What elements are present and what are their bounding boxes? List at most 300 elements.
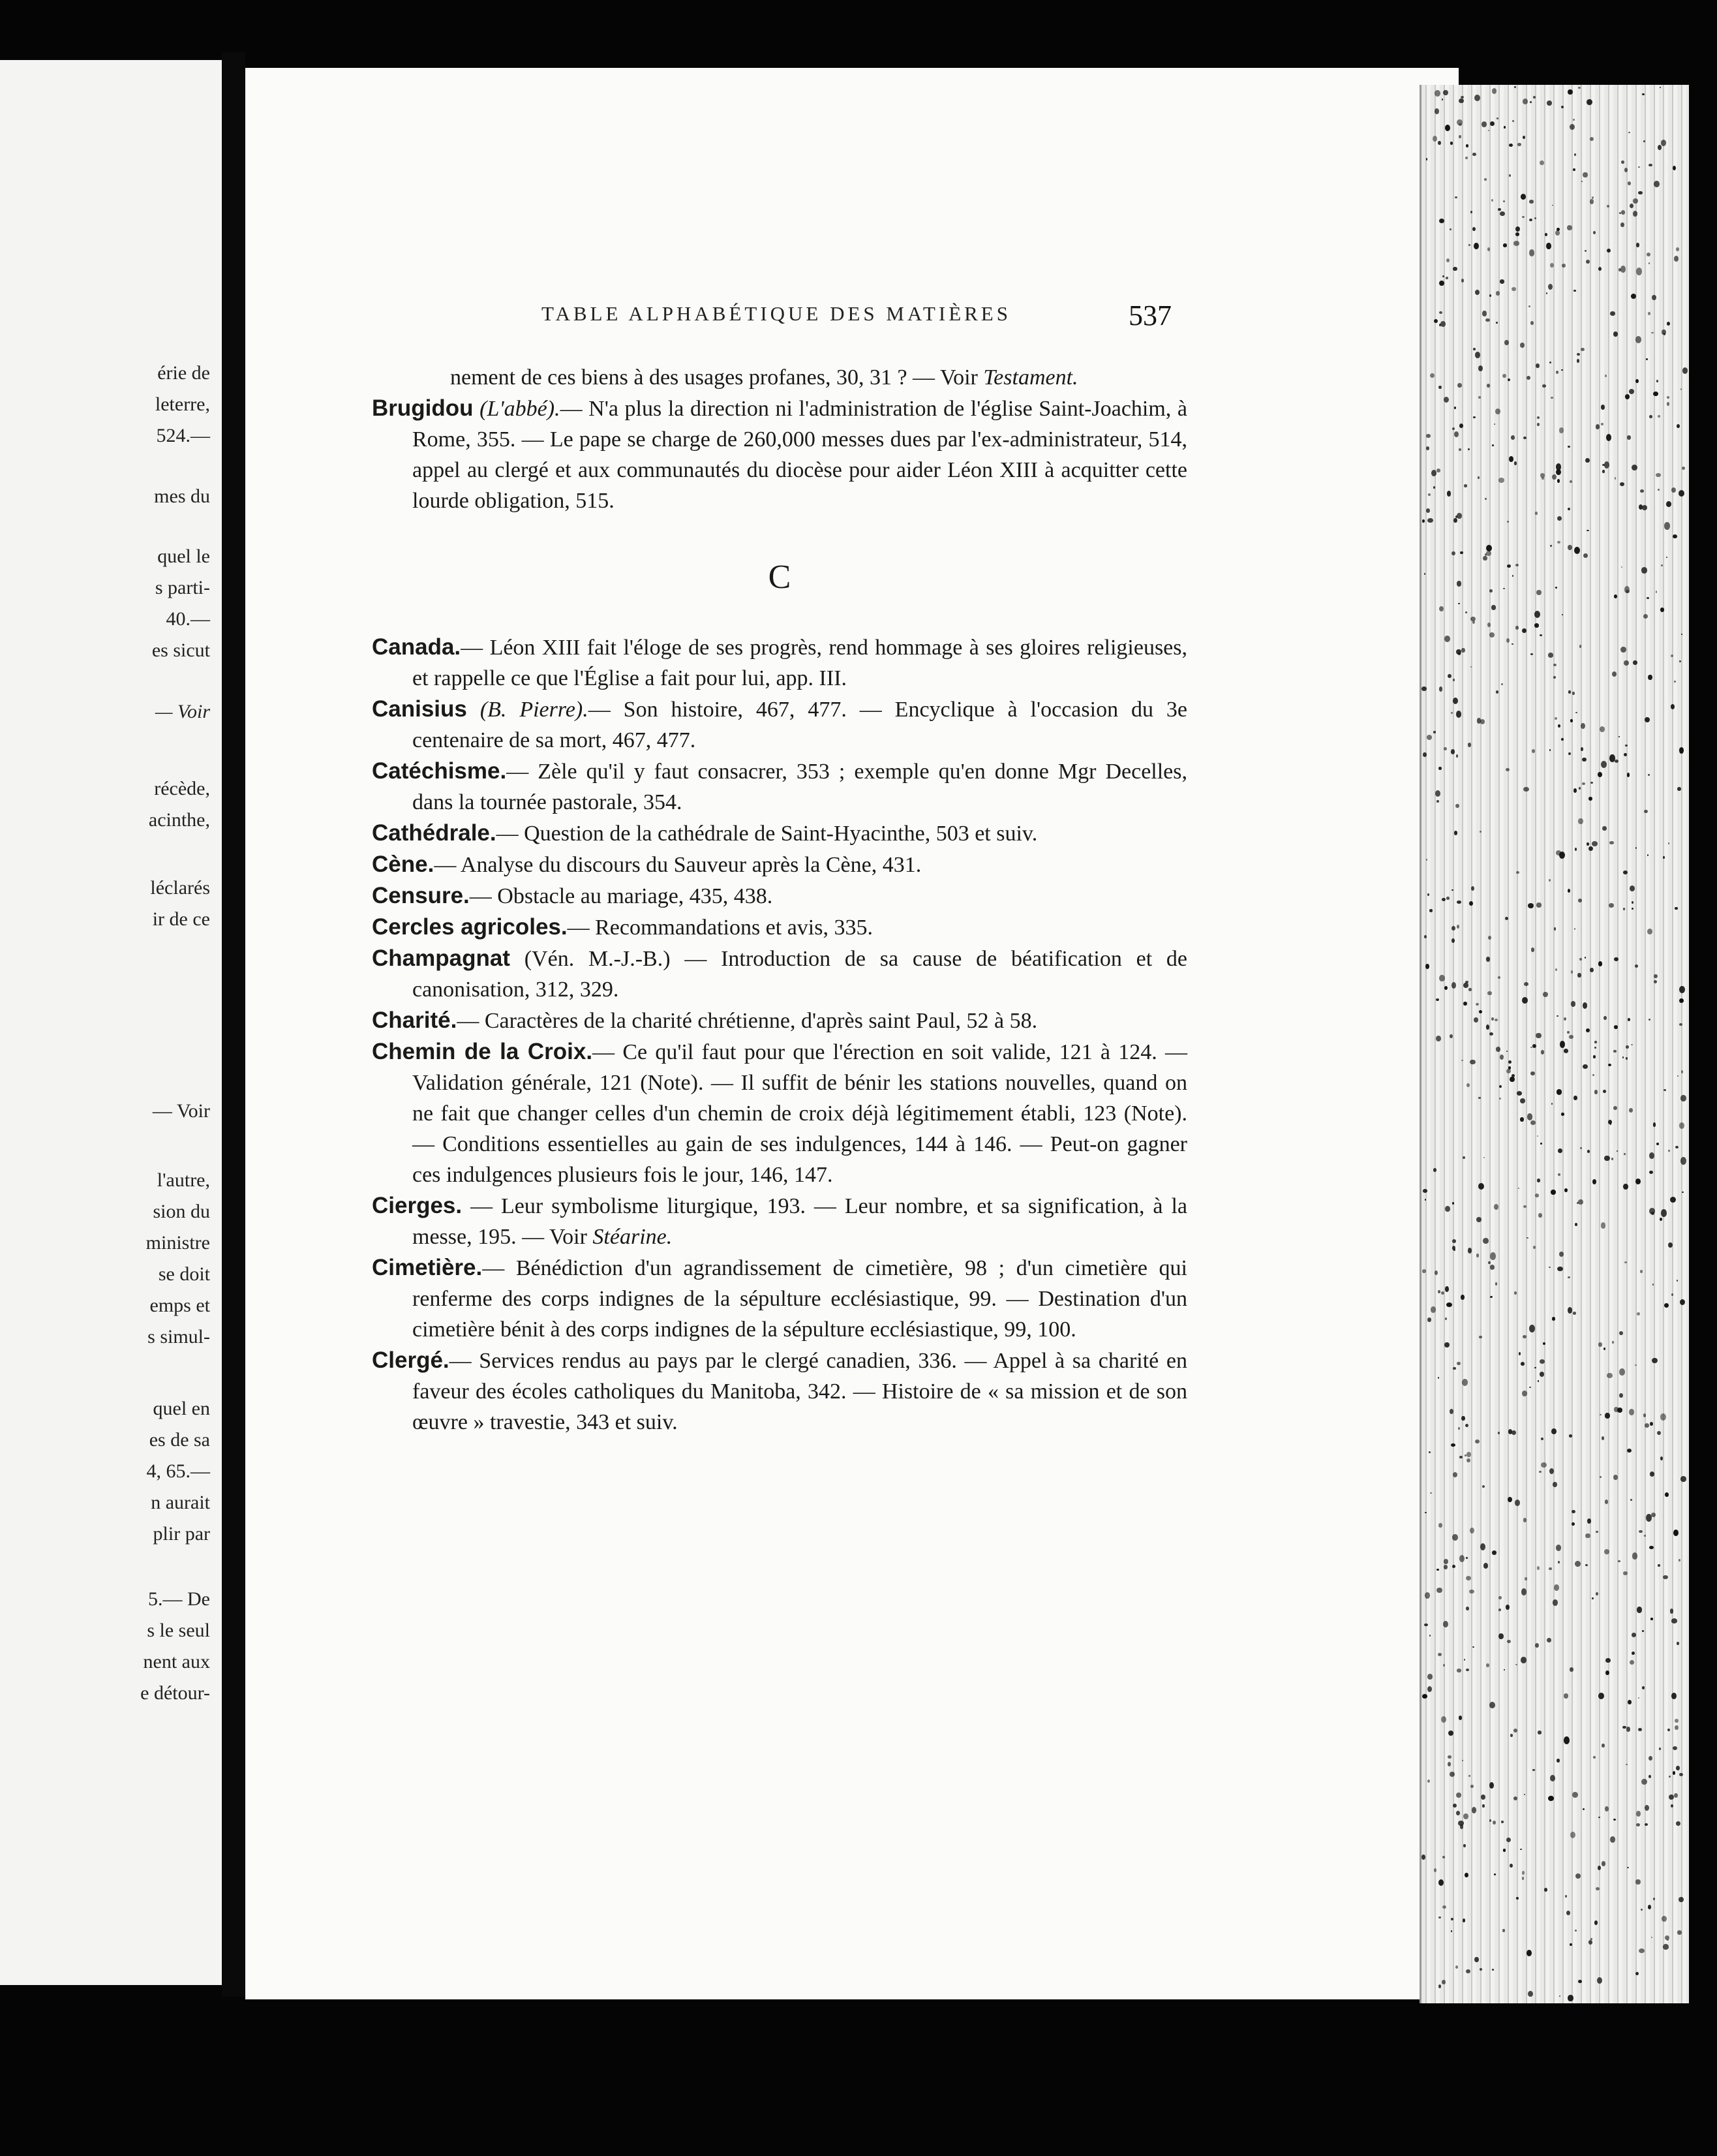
edge-speckle xyxy=(1445,1286,1450,1292)
edge-speckle xyxy=(1666,501,1671,507)
edge-speckle xyxy=(1424,935,1427,938)
edge-speckle xyxy=(1455,804,1459,808)
edge-speckle xyxy=(1439,686,1443,692)
left-fragment: se doit xyxy=(158,1263,210,1285)
edge-speckle xyxy=(1474,1017,1478,1023)
edge-speckle xyxy=(1630,1660,1634,1665)
edge-speckle xyxy=(1502,374,1506,378)
entry-qualifier: (B. Pierre). xyxy=(466,698,588,722)
edge-speckle xyxy=(1494,424,1495,425)
edge-speckle xyxy=(1468,1248,1472,1253)
edge-speckle xyxy=(1478,365,1483,371)
edge-speckle xyxy=(1647,597,1649,600)
edge-speckle xyxy=(1673,1530,1679,1536)
edge-speckle xyxy=(1520,343,1525,348)
entry-body: — Analyse du discours du Sauveur après la Cène, 431. xyxy=(434,853,922,877)
edge-speckle xyxy=(1444,986,1448,990)
edge-speckle xyxy=(1587,1518,1591,1524)
edge-speckle xyxy=(1461,648,1465,653)
edge-speckle xyxy=(1620,266,1626,273)
edge-speckle xyxy=(1552,474,1557,480)
edge-speckle xyxy=(1557,1015,1558,1017)
edge-speckle xyxy=(1566,1911,1570,1915)
edge-speckle xyxy=(1585,458,1590,463)
edge-speckle xyxy=(1480,719,1485,724)
edge-speckle xyxy=(1455,196,1457,199)
edge-speckle xyxy=(1448,1731,1453,1736)
edge-speckle xyxy=(1608,1120,1612,1124)
edge-speckle xyxy=(1650,1618,1652,1620)
edge-speckle xyxy=(1673,166,1676,170)
edge-speckle xyxy=(1435,108,1439,114)
edge-speckle xyxy=(1443,1621,1448,1627)
edge-speckle xyxy=(1642,1630,1644,1632)
left-fragment: récède, xyxy=(154,778,210,799)
edge-speckle xyxy=(1581,181,1583,183)
edge-speckle xyxy=(1438,1653,1442,1656)
edge-speckle xyxy=(1541,1050,1544,1055)
edge-speckle xyxy=(1438,386,1441,389)
edge-speckle xyxy=(1635,1178,1641,1184)
edge-speckle xyxy=(1644,810,1648,813)
edge-speckle xyxy=(1512,120,1514,123)
edge-speckle xyxy=(1513,241,1519,245)
edge-speckle xyxy=(1470,1785,1474,1788)
edge-speckle xyxy=(1465,1424,1468,1427)
edge-speckle xyxy=(1590,968,1594,972)
edge-speckle xyxy=(1452,1534,1457,1541)
edge-speckle xyxy=(1626,1764,1627,1765)
edge-speckle xyxy=(1547,1638,1551,1642)
edge-speckle xyxy=(1520,1117,1524,1122)
edge-speckle xyxy=(1604,461,1609,469)
edge-speckle xyxy=(1463,1002,1466,1006)
entry-body: — Léon XIII fait l'éloge de ses progrès, rend hommage à ses gloires religieuses, et rappelle ce que l'Église a fait pour lui, app. III. xyxy=(412,636,1187,690)
edge-speckle xyxy=(1488,130,1489,131)
edge-speckle xyxy=(1451,749,1455,754)
edge-speckle xyxy=(1594,1047,1596,1049)
edge-speckle xyxy=(1426,158,1428,160)
left-fragment: érie de xyxy=(157,362,210,384)
edge-speckle xyxy=(1578,899,1582,902)
edge-speckle xyxy=(1558,1173,1560,1176)
edge-speckle xyxy=(1477,718,1481,723)
edge-speckle xyxy=(1667,322,1670,326)
edge-speckle xyxy=(1546,292,1547,294)
edge-speckle xyxy=(1662,1916,1667,1922)
edge-speckle xyxy=(1469,901,1474,906)
left-fragment: 5.— De xyxy=(148,1588,210,1610)
edge-speckle xyxy=(1641,1909,1643,1911)
edge-speckle xyxy=(1508,378,1510,381)
edge-speckle xyxy=(1426,508,1430,513)
edge-speckle xyxy=(1682,467,1685,470)
edge-speckle xyxy=(1492,444,1494,446)
edge-speckle xyxy=(1568,752,1571,754)
edge-speckle xyxy=(1624,168,1628,172)
edge-speckle xyxy=(1552,1317,1556,1321)
edge-speckle xyxy=(1422,1694,1427,1699)
edge-speckle xyxy=(1478,476,1480,479)
edge-speckle xyxy=(1613,331,1618,337)
edge-speckle xyxy=(1466,1969,1470,1973)
edge-speckle xyxy=(1529,1325,1535,1332)
edge-speckle xyxy=(1490,1265,1495,1270)
edge-speckle xyxy=(1564,1188,1568,1192)
edge-speckle xyxy=(1629,1409,1634,1415)
edge-speckle xyxy=(1553,1482,1557,1488)
edge-speckle xyxy=(1624,1261,1627,1263)
edge-speckle xyxy=(1558,724,1560,728)
edge-speckle xyxy=(1439,606,1444,611)
edge-speckle xyxy=(1615,760,1618,763)
entry-body: — Bénédiction d'un agrandissement de cimetière, 98 ; d'un cimetière qui renferme des corps indignes de la sépulture ecclésiastique, 99. — Destination d'un cimetière bénit à des corps indignes de la sépulture ecclésiastique, 99, 100. xyxy=(412,1256,1187,1342)
edge-speckle xyxy=(1635,336,1641,343)
edge-speckle xyxy=(1679,1122,1684,1129)
edge-speckle xyxy=(1646,358,1648,360)
edge-speckle xyxy=(1468,448,1470,450)
edge-speckle xyxy=(1492,1969,1495,1971)
edge-speckle xyxy=(1527,1237,1528,1239)
edge-speckle xyxy=(1571,970,1573,974)
edge-speckle xyxy=(1583,553,1588,558)
edge-speckle xyxy=(1559,1995,1560,1997)
edge-speckle xyxy=(1677,1642,1679,1644)
left-fragment: léclarés xyxy=(150,877,210,899)
edge-speckle xyxy=(1457,901,1461,904)
edge-speckle xyxy=(1517,1091,1522,1095)
entry-head: Clergé. xyxy=(372,1348,449,1373)
edge-speckle xyxy=(1451,938,1455,943)
edge-speckle xyxy=(1439,311,1442,314)
edge-speckle xyxy=(1481,121,1487,127)
edge-speckle xyxy=(1562,264,1566,267)
edge-speckle xyxy=(1598,1866,1601,1870)
edge-speckle xyxy=(1601,405,1605,410)
edge-speckle xyxy=(1660,608,1664,611)
edge-speckle xyxy=(1461,1416,1465,1421)
edge-speckle xyxy=(1575,1930,1577,1932)
edge-speckle xyxy=(1555,717,1557,720)
edge-speckle xyxy=(1488,1261,1491,1265)
edge-speckle xyxy=(1559,1252,1564,1257)
edge-speckle xyxy=(1645,717,1650,722)
entry-body: — Obstacle au mariage, 435, 438. xyxy=(469,884,773,908)
edge-speckle xyxy=(1590,199,1594,204)
edge-speckle xyxy=(1485,498,1487,501)
edge-speckle xyxy=(1610,311,1615,315)
edge-speckle xyxy=(1425,1199,1427,1201)
edge-speckle xyxy=(1630,886,1635,891)
edge-speckle xyxy=(1515,1664,1517,1665)
edge-speckle xyxy=(1627,1449,1632,1453)
edge-speckle xyxy=(1570,124,1575,130)
edge-speckle xyxy=(1506,638,1510,643)
edge-speckle xyxy=(1483,1157,1485,1158)
edge-speckle xyxy=(1618,736,1620,738)
edge-speckle xyxy=(1671,704,1675,709)
edge-speckle xyxy=(1456,1793,1461,1798)
edge-speckle xyxy=(1456,754,1459,758)
edge-speckle xyxy=(1459,135,1461,138)
edge-speckle xyxy=(1674,1793,1678,1798)
edge-speckle xyxy=(1483,556,1487,561)
edge-speckle xyxy=(1442,1980,1446,1984)
edge-speckle xyxy=(1438,1984,1441,1988)
edge-speckle xyxy=(1502,1929,1505,1932)
continuation-text: nement de ces biens à des usages profanes, 30, 31 ? — Voir xyxy=(450,365,984,390)
edge-speckle xyxy=(1612,671,1617,676)
edge-speckle xyxy=(1564,1693,1568,1699)
edge-speckle xyxy=(1513,1796,1517,1800)
edge-speckle xyxy=(1427,1317,1431,1322)
edge-speckle xyxy=(1570,1667,1574,1672)
edge-speckle xyxy=(1468,988,1472,992)
edge-speckle xyxy=(1638,1728,1642,1731)
edge-speckle xyxy=(1603,1016,1607,1020)
index-entry xyxy=(372,694,1187,756)
edge-speckle xyxy=(1677,1930,1682,1934)
edge-speckle xyxy=(1645,1423,1649,1427)
edge-speckle xyxy=(1446,1302,1452,1307)
edge-speckle xyxy=(1624,753,1628,756)
left-fragment: ir de ce xyxy=(152,908,210,930)
entry-body: — N'a plus la direction ni l'administration de l'église Saint-Joachim, à Rome, 355. — Le pape se charge de 260,000 messes dues par l'ex-administrateur, 514, appel au clergé et aux communautés du diocèse pour aider Léon XIII à acquitter cette lourde obligation, 515. xyxy=(412,397,1187,513)
left-fragment: ministre xyxy=(145,1232,210,1254)
edge-speckle xyxy=(1447,491,1451,497)
edge-speckle xyxy=(1613,1475,1618,1481)
edge-speckle xyxy=(1568,1276,1570,1279)
edge-speckle xyxy=(1639,1948,1645,1953)
edge-speckle xyxy=(1480,1968,1482,1971)
edge-speckle xyxy=(1430,373,1435,378)
edge-speckle xyxy=(1573,119,1575,121)
edge-speckle xyxy=(1466,144,1469,147)
edge-speckle xyxy=(1577,353,1580,356)
edge-speckle xyxy=(1637,1607,1641,1612)
edge-speckle xyxy=(1561,369,1562,371)
edge-speckle xyxy=(1476,1217,1481,1222)
edge-speckle xyxy=(1505,917,1508,920)
edge-speckle xyxy=(1514,86,1516,88)
edge-speckle xyxy=(1647,854,1649,856)
edge-speckle xyxy=(1532,1769,1535,1771)
edge-speckle xyxy=(1565,1895,1568,1898)
edge-speckle xyxy=(1665,1935,1669,1940)
edge-speckle xyxy=(1476,1003,1479,1006)
edge-speckle xyxy=(1632,908,1633,910)
edge-speckle xyxy=(1486,551,1491,556)
edge-speckle xyxy=(1549,1468,1554,1474)
edge-speckle xyxy=(1515,1500,1520,1506)
edge-speckle xyxy=(1649,1208,1655,1214)
edge-speckle xyxy=(1570,480,1572,483)
edge-speckle xyxy=(1554,927,1556,931)
edge-speckle xyxy=(1596,1887,1600,1890)
edge-speckle xyxy=(1530,1071,1535,1075)
edge-speckle xyxy=(1450,228,1451,230)
edge-speckle xyxy=(1625,394,1630,399)
edge-speckle xyxy=(1517,143,1521,146)
edge-speckle xyxy=(1572,1522,1574,1526)
edge-speckle xyxy=(1675,1725,1679,1731)
edge-speckle xyxy=(1523,1205,1527,1208)
edge-speckle xyxy=(1671,1693,1677,1699)
edge-speckle xyxy=(1512,575,1514,576)
edge-speckle xyxy=(1466,1669,1469,1671)
edge-speckle xyxy=(1455,1965,1458,1969)
edge-speckle xyxy=(1529,1387,1531,1388)
edge-speckle xyxy=(1482,1485,1485,1488)
edge-speckle xyxy=(1598,961,1602,966)
edge-speckle xyxy=(1609,841,1614,844)
edge-speckle xyxy=(1682,367,1688,374)
edge-speckle xyxy=(1457,1362,1461,1365)
edge-speckle xyxy=(1568,545,1572,551)
edge-speckle xyxy=(1451,1918,1453,1921)
edge-speckle xyxy=(1429,1635,1431,1637)
edge-speckle xyxy=(1454,407,1456,409)
edge-speckle xyxy=(1522,1877,1525,1879)
edge-speckle xyxy=(1509,144,1513,147)
entry-head: Catéchisme. xyxy=(372,758,507,784)
edge-speckle xyxy=(1490,1296,1493,1298)
edge-speckle xyxy=(1671,1804,1673,1808)
edge-speckle xyxy=(1575,712,1577,714)
edge-speckle xyxy=(1503,1849,1506,1851)
edge-speckle xyxy=(1461,96,1464,99)
edge-speckle xyxy=(1491,199,1493,202)
edge-speckle xyxy=(1578,87,1581,89)
edge-speckle xyxy=(1538,1380,1539,1381)
index-entry-brugidou xyxy=(372,393,1187,516)
edge-speckle xyxy=(1623,870,1628,874)
edge-speckle xyxy=(1511,435,1515,440)
edge-speckle xyxy=(1474,95,1480,101)
edge-speckle xyxy=(1457,925,1459,929)
edge-speckle xyxy=(1633,198,1638,204)
page-number: 537 xyxy=(1129,300,1172,331)
edge-speckle xyxy=(1536,1033,1542,1039)
edge-speckle xyxy=(1600,1476,1602,1478)
edge-speckle xyxy=(1427,1686,1432,1692)
edge-speckle xyxy=(1451,926,1455,931)
edge-speckle xyxy=(1433,486,1435,489)
edge-speckle xyxy=(1573,1312,1576,1314)
edge-speckle xyxy=(1486,957,1490,962)
edge-speckle xyxy=(1553,664,1557,666)
edge-speckle xyxy=(1528,903,1534,908)
edge-speckle xyxy=(1668,1150,1670,1152)
edge-speckle xyxy=(1460,551,1463,555)
edge-speckle xyxy=(1540,634,1542,637)
edge-speckle xyxy=(1649,1152,1654,1159)
edge-speckle xyxy=(1523,1518,1527,1522)
edge-speckle xyxy=(1507,1640,1511,1644)
edge-speckle xyxy=(1605,1671,1609,1676)
edge-speckle xyxy=(1468,743,1471,747)
edge-speckle xyxy=(1618,1560,1620,1562)
edge-speckle xyxy=(1568,889,1570,893)
edge-speckle xyxy=(1648,312,1650,315)
edge-speckle xyxy=(1671,654,1673,656)
edge-speckle xyxy=(1570,1832,1575,1838)
edge-speckle xyxy=(1522,1871,1525,1875)
edge-speckle xyxy=(1436,800,1439,802)
edge-speckle xyxy=(1423,1189,1427,1193)
edge-speckle xyxy=(1656,473,1661,478)
edge-speckle xyxy=(1463,1844,1466,1847)
edge-speckle xyxy=(1620,482,1624,486)
edge-speckle xyxy=(1489,1702,1495,1708)
edge-speckle xyxy=(1623,1184,1628,1190)
edge-speckle xyxy=(1442,1856,1445,1859)
left-fragment: emps et xyxy=(149,1295,210,1316)
edge-speckle xyxy=(1633,660,1637,665)
edge-speckle xyxy=(1601,1222,1606,1229)
edge-speckle xyxy=(1431,1306,1436,1312)
edge-speckle xyxy=(1537,416,1540,419)
edge-speckle xyxy=(1457,581,1461,587)
edge-speckle xyxy=(1478,396,1481,399)
edge-speckle xyxy=(1450,1034,1453,1039)
edge-speckle xyxy=(1573,290,1575,292)
edge-speckle xyxy=(1633,211,1637,217)
edge-speckle xyxy=(1464,1659,1465,1661)
edge-speckle xyxy=(1617,1150,1618,1152)
edge-speckle xyxy=(1663,1575,1667,1579)
edge-speckle xyxy=(1501,1821,1504,1824)
edge-speckle xyxy=(1523,437,1527,440)
edge-speckle xyxy=(1549,879,1551,882)
edge-speckle xyxy=(1510,1734,1513,1737)
edge-speckle xyxy=(1494,1873,1496,1875)
edge-speckle xyxy=(1530,101,1532,103)
edge-speckle xyxy=(1598,1693,1604,1699)
edge-speckle xyxy=(1468,244,1470,246)
edge-speckle xyxy=(1590,1938,1592,1940)
edge-speckle xyxy=(1462,1379,1468,1386)
edge-speckle xyxy=(1486,1024,1490,1030)
edge-speckle xyxy=(1530,653,1532,655)
left-fragment: quel le xyxy=(157,546,210,567)
edge-speckle xyxy=(1506,1605,1510,1610)
edge-speckle xyxy=(1503,588,1504,590)
edge-speckle xyxy=(1535,1643,1539,1648)
edge-speckle xyxy=(1663,1944,1669,1949)
edge-speckle xyxy=(1586,1028,1590,1032)
page-edges xyxy=(1420,85,1689,2003)
edge-speckle xyxy=(1605,1806,1609,1811)
edge-speckle xyxy=(1438,1377,1439,1379)
edge-speckle xyxy=(1527,1113,1533,1120)
edge-speckle xyxy=(1588,846,1593,851)
edge-speckle xyxy=(1568,1995,1573,2001)
edge-speckle xyxy=(1504,1669,1505,1671)
edge-speckle xyxy=(1465,981,1468,984)
edge-speckle xyxy=(1534,611,1540,618)
edge-speckle xyxy=(1524,982,1528,986)
edge-speckle xyxy=(1472,227,1476,232)
edge-speckle xyxy=(1573,788,1577,793)
edge-speckle xyxy=(1569,1035,1573,1040)
edge-speckle xyxy=(1567,1031,1570,1034)
edge-speckle xyxy=(1668,1242,1673,1248)
edge-speckle xyxy=(1489,1782,1495,1789)
edge-speckle xyxy=(1530,321,1534,324)
edge-speckle xyxy=(1620,647,1626,653)
edge-speckle xyxy=(1435,1270,1438,1275)
